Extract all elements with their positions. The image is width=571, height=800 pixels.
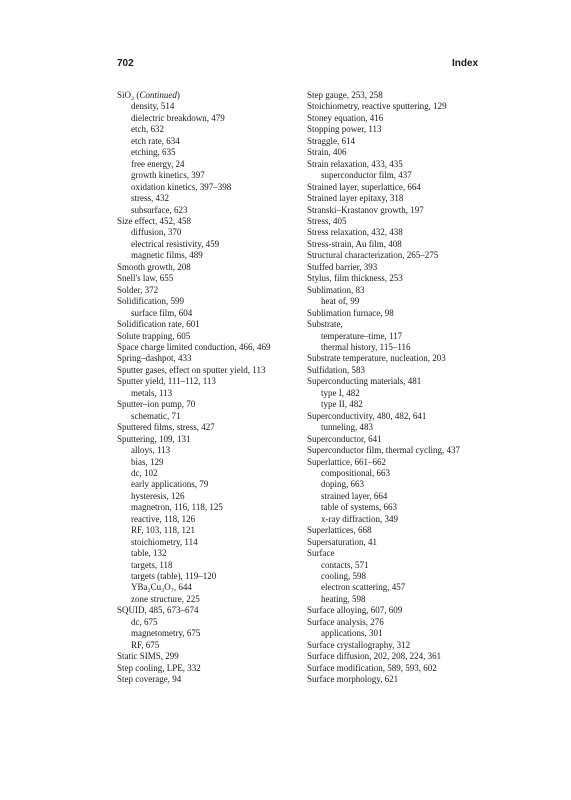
index-entry: Step gauge, 253, 258 [307,90,383,100]
index-subentry: magnetron, 116, 118, 125 [131,502,223,513]
index-entry: Sputter gases, effect on sputter yield, 113 [117,364,266,375]
index-entry: Step cooling, LPE, 332 [117,662,201,673]
index-subentry: thermal history, 115–116 [321,341,411,352]
index-entry: Superconductivity, 480, 482, 641 [307,410,427,421]
index-entry: Stranski–Krastanov growth, 197 [307,204,424,215]
index-subentry: superconductor film, 437 [321,170,412,181]
index-subentry: zone structure, 225 [131,593,200,604]
index-entry: Surface analysis, 276 [307,616,384,627]
index-entry: Surface modification, 589, 593, 602 [307,662,437,673]
index-subentry: applications, 301 [321,628,383,639]
index-subentry: tunneling, 483 [321,422,373,433]
index-entry: Sputter yield, 111–112, 113 [117,376,216,387]
index-entry: Straggle, 614 [307,135,355,146]
index-entry: Smooth growth, 208 [117,261,191,272]
index-entry: Stopping power, 113 [307,124,382,135]
index-entry: Stoichiometry, reactive sputtering, 129 [307,101,447,112]
index-entry: Solidification rate, 601 [117,319,200,330]
index-entry: Substrate, [307,319,343,330]
index-column-right [307,90,460,686]
index-entry: Sulfidation, 583 [307,364,365,375]
index-entry: Sputter–ion pump, 70 [117,399,196,410]
index-subentry: reactive, 118, 126 [131,513,196,524]
index-subentry: heating, 598 [321,593,366,604]
index-subentry: strained layer, 664 [321,490,388,501]
index-entry: Surface [307,548,335,559]
index-subentry: targets, 118 [131,559,173,570]
index-entry: Sublimation, 83 [307,284,365,295]
index-entry: Strain relaxation, 433, 435 [307,158,403,169]
index-entry: Sputtered films, stress, 427 [117,422,215,433]
index-entry: Structural characterization, 265–275 [307,250,439,261]
index-subentry: targets (table), 119–120 [131,571,217,582]
index-entry: Surface crystallography, 312 [307,639,411,650]
index-entry: SQUID, 485, 673–674 [117,605,199,616]
index-subentry: electrical resistivity, 459 [131,238,220,249]
index-entry: Superconductor film, thermal cycling, 437 [307,445,460,456]
index-entry: Superconducting materials, 481 [307,376,422,387]
page-number: 702 [117,58,134,69]
index-entry: Stuffed barrier, 393 [307,261,378,272]
index-entry: Size effect, 452, 458 [117,215,192,226]
index-entry: Static SIMS, 299 [117,651,179,662]
index-subentry: schematic, 71 [131,410,181,421]
index-subentry: table, 132 [131,548,167,559]
index-entry: Superlattices, 668 [307,525,372,536]
index-subentry: contacts, 571 [321,559,369,570]
index-subentry: compositional, 663 [321,467,390,478]
index-subentry: etch rate, 634 [131,135,180,146]
index-subentry: hysteresis, 126 [131,490,185,501]
index-entry: Strained layer, superlattice, 664 [307,181,421,192]
index-subentry: type I, 482 [321,387,360,398]
index-entry: Spring–dashpot, 433 [117,353,192,364]
index-subentry: RF, 103, 118, 121 [131,525,195,536]
index-entry: Strain, 406 [307,147,347,158]
index-subentry: etching, 635 [131,147,176,158]
index-subentry: x-ray diffraction, 349 [321,513,399,524]
index-entry: Strained layer epitaxy, 318 [307,193,404,204]
index-entry: Snell's law, 655 [117,273,174,284]
index-entry: Solute trapping, 605 [117,330,191,341]
index-entry: Solidification, 599 [117,296,184,307]
index-subentry: early applications, 79 [131,479,209,490]
index-subentry: bias, 129 [131,456,164,467]
index-entry: Sputtering, 109, 131 [117,433,191,444]
index-subentry: growth kinetics, 397 [131,170,205,181]
index-subentry: surface film, 604 [131,307,193,318]
index-subentry: etch, 632 [131,124,164,135]
index-subentry: table of systems, 663 [321,502,397,513]
section-title: Index [452,58,479,69]
index-subentry: heat of, 99 [321,296,360,307]
index-subentry: temperature–time, 117 [321,330,403,341]
index-subentry: cooling, 598 [321,571,366,582]
index-subentry: type II, 482 [321,399,363,410]
index-entry: Surface diffusion, 202, 208, 224, 361 [307,651,442,662]
index-entry: Sublimation furnace, 98 [307,307,394,318]
index-subentry: alloys, 113 [131,445,171,456]
index-entry: Superconductor, 641 [307,433,382,444]
index-subentry: electron scattering, 457 [321,582,406,593]
index-subentry: YBa₂Cu₃O₇, 644 [131,582,192,593]
index-subentry: metals, 113 [131,387,173,398]
index-subentry: subsurface, 623 [131,204,188,215]
index-subentry: doping, 663 [321,479,365,490]
index-entry: Space charge limited conduction, 466, 469 [117,341,271,352]
index-subentry: dc, 675 [131,616,158,627]
index-subentry: oxidation kinetics, 397–398 [131,181,232,192]
index-entry: Supersaturation, 41 [307,536,377,547]
index-entry: Superlattice, 661–662 [307,456,386,467]
index-entry: Substrate temperature, nucleation, 203 [307,353,446,364]
index-subentry: RF, 675 [131,639,160,650]
index-entry: SiO₂ (Continued) [117,90,180,100]
index-subentry: dielectric breakdown, 479 [131,112,225,123]
index-entry: Surface morphology, 621 [307,674,399,685]
index-entry: Surface alloying, 607, 609 [307,605,403,616]
index-entry: Stoney equation, 416 [307,112,384,123]
index-subentry: density, 514 [131,101,175,112]
index-entry: Step coverage, 94 [117,674,182,685]
index-subentry: diffusion, 370 [131,227,182,238]
index-subentry: free energy, 24 [131,158,185,169]
index-entry: Stylus, film thickness, 253 [307,273,403,284]
index-entry: Solder, 372 [117,284,159,295]
index-subentry: dc, 102 [131,467,158,478]
index-entry: Stress relaxation, 432, 438 [307,227,403,238]
index-subentry: magnetic films, 489 [131,250,203,261]
index-entry: Stress-strain, Au film, 408 [307,238,402,249]
index-column-left [117,90,271,686]
index-subentry: stoichiometry, 114 [131,536,198,547]
index-entry: Stress, 405 [307,215,347,226]
index-subentry: stress, 432 [131,193,169,204]
index-subentry: magnetometry, 675 [131,628,201,639]
